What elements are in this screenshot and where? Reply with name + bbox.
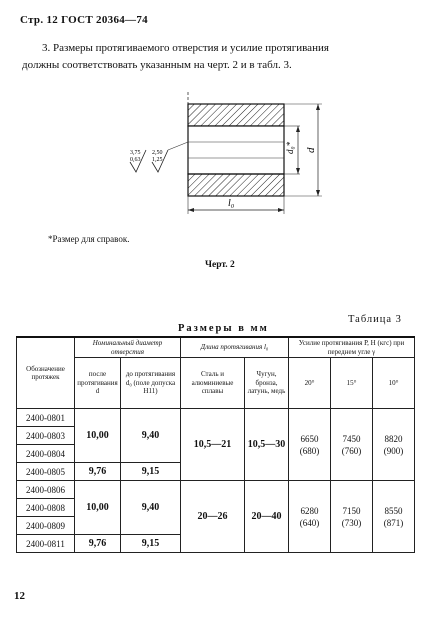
paragraph-line-2: должны соответствовать указанным на черт. 2 и в табл. 3. (22, 59, 292, 71)
th-length: Длина протягивания l₀ (181, 337, 289, 358)
force-20-kgs: (680) (299, 445, 320, 456)
force-20-n: 6280 (300, 505, 319, 516)
force-10-kgs: (900) (383, 445, 404, 456)
rough2-top: 2,50 (152, 150, 163, 156)
footnote: *Размер для справок. (48, 234, 130, 244)
force-15-kgs: (760) (341, 445, 362, 456)
force-10-n: 8550 (384, 505, 403, 516)
d-cell: 9,76 (75, 463, 121, 481)
force-15-cell (331, 481, 373, 553)
force-10-cell (373, 409, 415, 481)
designation-cell: 2400-0811 (17, 535, 75, 553)
force-20-cell (289, 481, 331, 553)
steel-cell: 20—26 (181, 481, 245, 553)
th-angle-20: 20° (289, 358, 331, 409)
force-15-n: 7450 (342, 433, 361, 444)
table-label: Таблица 3 (348, 314, 402, 325)
dim-d0-label: d₀* (285, 141, 295, 154)
force-15-kgs: (730) (341, 517, 362, 528)
force-10-kgs: (871) (383, 517, 404, 528)
th-before: до протягивания d₀ (поле допуска H11) (121, 358, 181, 409)
page-header: Стр. 12 ГОСТ 20364—74 (20, 14, 148, 26)
cast-cell: 10,5—30 (245, 409, 289, 481)
force-20-n: 6650 (300, 433, 319, 444)
page-number: 12 (14, 590, 25, 602)
designation-cell: 2400-0806 (17, 481, 75, 499)
d-cell: 9,76 (75, 535, 121, 553)
hatch-top (188, 104, 284, 126)
force-20-cell (289, 409, 331, 481)
table-row (17, 409, 415, 427)
designation-cell: 2400-0805 (17, 463, 75, 481)
th-force: Усилие протягивания P, Н (кгс) при переднем угле γ (289, 337, 415, 358)
d0-cell: 9,15 (121, 535, 181, 553)
force-15-n: 7150 (342, 505, 361, 516)
force-15-cell (331, 409, 373, 481)
dim-d-label: d (305, 147, 317, 153)
d0-cell: 9,40 (121, 481, 181, 535)
th-designation: Обозначение протяжек (17, 337, 75, 409)
d0-cell: 9,15 (121, 463, 181, 481)
th-angle-10: 10° (373, 358, 415, 409)
force-20-kgs: (640) (299, 517, 320, 528)
th-angle-15: 15° (331, 358, 373, 409)
section-paragraph (22, 40, 392, 74)
force-10-n: 8820 (384, 433, 403, 444)
d0-cell: 9,40 (121, 409, 181, 463)
hatch-bottom (188, 174, 284, 196)
th-after: после протягивания d (75, 358, 121, 409)
th-cast: Чугун, бронза, латунь, медь (245, 358, 289, 409)
cast-cell: 20—40 (245, 481, 289, 553)
steel-cell: 10,5—21 (181, 409, 245, 481)
figure-caption: Черт. 2 (205, 260, 235, 270)
designation-cell: 2400-0808 (17, 499, 75, 517)
th-nominal: Номинальный диаметр отверстия (75, 337, 181, 358)
force-10-cell (373, 481, 415, 553)
rough1-top: 3,75 (130, 150, 141, 156)
paragraph-line-1: 3. Размеры протягиваемого отверстия и усилие протягивания (42, 42, 329, 54)
drawing-fig2 (100, 92, 350, 224)
designation-cell: 2400-0803 (17, 427, 75, 445)
d-cell: 10,00 (75, 481, 121, 535)
designation-cell: 2400-0804 (17, 445, 75, 463)
designation-cell: 2400-0801 (17, 409, 75, 427)
table-title: Размеры в мм (178, 323, 269, 334)
rough2-bot: 1,25 (152, 157, 163, 163)
dim-l-label: l₀ (228, 198, 235, 209)
d-cell: 10,00 (75, 409, 121, 463)
designation-cell: 2400-0809 (17, 517, 75, 535)
th-steel: Сталь и алюминиевые сплавы (181, 358, 245, 409)
table-row (17, 481, 415, 499)
rough1-bot: 0,63 (130, 157, 141, 163)
table-3 (16, 336, 415, 553)
